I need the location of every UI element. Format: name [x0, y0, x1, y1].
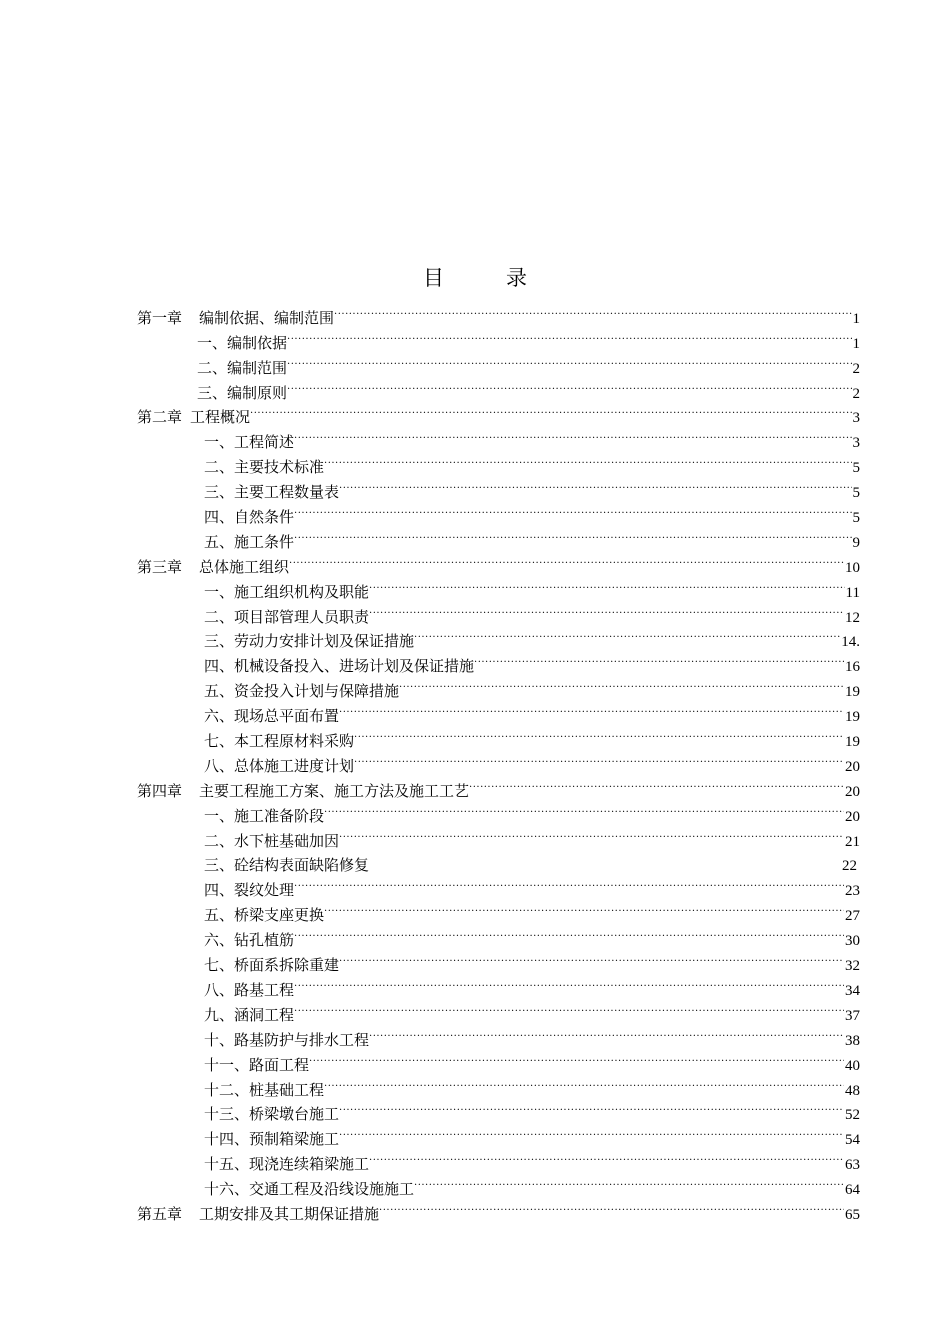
toc-entry-label: 七、桥面系拆除重建 — [204, 956, 340, 975]
toc-entry[interactable] — [137, 447, 860, 477]
toc-dot-leader — [469, 771, 844, 796]
toc-page-number: 63 — [845, 1157, 860, 1174]
toc-dot-leader — [294, 870, 844, 895]
toc-entry-label: 四、裂纹处理 — [204, 881, 295, 900]
toc-entry[interactable] — [137, 323, 860, 352]
toc-dot-leader — [369, 1020, 844, 1045]
toc-entry-label: 三、劳动力安排计划及保证措施 — [204, 632, 415, 651]
toc-entry-label: 十三、桥梁墩台施工 — [204, 1105, 340, 1124]
toc-dot-leader — [339, 1119, 844, 1144]
toc-dot-leader — [354, 721, 844, 746]
toc-entry[interactable] — [137, 1169, 860, 1199]
toc-dot-leader — [294, 920, 844, 945]
toc-dot-leader — [324, 895, 844, 920]
toc-dot-leader — [324, 1070, 844, 1095]
toc-dot-leader — [324, 447, 851, 472]
toc-entry[interactable] — [137, 995, 860, 1024]
toc-page-number: 19 — [845, 709, 860, 726]
toc-page-number: 19 — [845, 734, 860, 751]
toc-entry[interactable] — [137, 373, 860, 402]
toc-entry[interactable] — [137, 348, 860, 377]
toc-page-number: 65 — [845, 1206, 860, 1223]
toc-entry[interactable] — [137, 945, 860, 975]
toc-chapter-title: 工期安排及其工期保证措施 — [199, 1204, 380, 1223]
toc-dot-leader — [294, 497, 851, 522]
toc-page-number: 22 — [842, 858, 857, 875]
toc-title-right: 录 — [506, 266, 527, 290]
toc-page-number: 21 — [845, 833, 860, 850]
toc-entry-label: 五、桥梁支座更换 — [204, 906, 325, 925]
toc-title — [0, 262, 950, 292]
toc-chapter-number: 第四章 — [137, 781, 183, 800]
toc-dot-leader — [294, 422, 851, 447]
toc-entry[interactable] — [137, 398, 860, 427]
toc-chapter-number: 第二章 — [137, 408, 183, 427]
toc-dot-leader — [287, 323, 851, 348]
toc-page-number: 54 — [845, 1132, 860, 1149]
toc-page-number: 38 — [845, 1032, 860, 1049]
toc-entry[interactable] — [137, 846, 860, 875]
toc-page-number: 16 — [845, 659, 860, 676]
toc-page-number: 1 — [852, 310, 860, 327]
toc-entry-label: 一、编制依据 — [197, 333, 288, 352]
toc-entry-label: 六、现场总平面布置 — [204, 707, 340, 726]
toc-page-number: 32 — [845, 958, 860, 975]
toc-entry[interactable] — [137, 1020, 860, 1049]
toc-entry-label: 四、机械设备投入、进场计划及保证措施 — [204, 657, 475, 676]
toc-entry[interactable] — [137, 572, 860, 601]
toc-entry-label: 六、钻孔植筋 — [204, 931, 295, 950]
toc-entry-label: 十五、现浇连续箱梁施工 — [204, 1155, 370, 1174]
toc-entry[interactable] — [137, 771, 860, 800]
toc-chapter-title: 编制依据、编制范围 — [199, 308, 335, 327]
toc-dot-leader — [369, 1144, 844, 1169]
toc-dot-leader — [289, 547, 844, 572]
toc-entry[interactable] — [137, 547, 860, 576]
toc-page-number: 2 — [852, 385, 860, 402]
toc-entry-label: 五、资金投入计划与保障措施 — [204, 682, 400, 701]
toc-entry[interactable] — [137, 497, 860, 527]
toc-entry[interactable] — [137, 1144, 860, 1174]
toc-entry[interactable] — [137, 597, 860, 626]
toc-page-number: 27 — [845, 908, 860, 925]
toc-page-number: 1 — [852, 335, 860, 352]
toc-chapter-number: 第一章 — [137, 308, 183, 327]
toc-page-number: 5 — [852, 485, 860, 502]
toc-dot-leader — [250, 398, 851, 423]
toc-dot-leader — [309, 1045, 844, 1070]
toc-entry[interactable] — [137, 622, 860, 651]
toc-entry-label: 一、施工组织机构及职能 — [204, 582, 370, 601]
toc-dot-leader — [339, 1095, 844, 1120]
toc-entry[interactable] — [137, 422, 860, 452]
toc-entry[interactable] — [137, 696, 860, 726]
toc-page-number: 10 — [845, 559, 860, 576]
toc-entry[interactable] — [137, 298, 860, 327]
table-of-contents — [137, 298, 860, 1223]
toc-chapter-title: 总体施工组织 — [199, 557, 290, 576]
toc-entry[interactable] — [137, 646, 860, 676]
toc-dot-leader — [399, 671, 844, 696]
toc-entry-label: 一、工程简述 — [204, 433, 295, 452]
toc-entry-label: 三、砼结构表面缺陷修复 — [204, 856, 370, 875]
toc-dot-leader — [324, 796, 844, 821]
toc-dot-leader — [474, 646, 844, 671]
toc-entry[interactable] — [137, 1045, 860, 1074]
toc-entry-label: 四、自然条件 — [204, 508, 295, 527]
toc-entry[interactable] — [137, 522, 860, 551]
toc-dot-leader — [414, 1169, 844, 1194]
toc-entry-label: 一、施工准备阶段 — [204, 806, 325, 825]
toc-chapter-number: 第五章 — [137, 1204, 183, 1223]
toc-dot-leader — [339, 472, 851, 497]
toc-page-number: 40 — [845, 1057, 860, 1074]
toc-dot-leader — [369, 597, 844, 622]
toc-entry-label: 三、编制原则 — [197, 383, 288, 402]
toc-entry-label: 十六、交通工程及沿线设施施工 — [204, 1180, 415, 1199]
toc-dot-leader — [414, 622, 840, 647]
toc-dot-leader — [369, 572, 845, 597]
toc-entry-label: 二、项目部管理人员职责 — [204, 607, 370, 626]
toc-page-number: 2 — [852, 360, 860, 377]
toc-entry[interactable] — [137, 472, 860, 502]
toc-page-number: 12 — [845, 609, 860, 626]
toc-page-number: 3 — [852, 410, 860, 427]
toc-page-number: 48 — [845, 1082, 860, 1099]
toc-dot-leader — [369, 846, 841, 871]
toc-page-number: 23 — [845, 883, 860, 900]
toc-entry[interactable] — [137, 895, 860, 925]
toc-entry[interactable] — [137, 970, 860, 999]
toc-page-number: 5 — [852, 460, 860, 477]
toc-entry[interactable] — [137, 721, 860, 751]
toc-dot-leader — [339, 945, 844, 970]
toc-entry-label: 八、路基工程 — [204, 980, 295, 999]
toc-dot-leader — [339, 696, 844, 721]
toc-page-number: 34 — [845, 982, 860, 999]
toc-entry[interactable] — [137, 746, 860, 775]
toc-page-number: 3 — [852, 435, 860, 452]
toc-dot-leader — [294, 995, 844, 1020]
toc-dot-leader — [294, 522, 851, 547]
toc-page-number: 37 — [845, 1007, 860, 1024]
toc-entry[interactable] — [137, 796, 860, 825]
toc-page-number: 20 — [845, 808, 860, 825]
toc-entry[interactable] — [137, 821, 860, 850]
toc-entry[interactable] — [137, 671, 860, 701]
toc-entry-label: 三、主要工程数量表 — [204, 483, 340, 502]
toc-chapter-title: 工程概况 — [190, 408, 251, 427]
toc-chapter-number: 第三章 — [137, 557, 183, 576]
toc-entry-label: 二、编制范围 — [197, 358, 288, 377]
toc-entry[interactable] — [137, 1070, 860, 1099]
toc-page-number: 5 — [852, 510, 860, 527]
toc-page-number: 64 — [845, 1182, 860, 1199]
toc-entry-label: 二、主要技术标准 — [204, 458, 325, 477]
toc-dot-leader — [339, 821, 844, 846]
toc-page-number: 30 — [845, 933, 860, 950]
toc-page-number: 20 — [845, 758, 860, 775]
toc-entry-label: 十一、路面工程 — [204, 1055, 310, 1074]
toc-page-number: 52 — [845, 1107, 860, 1124]
toc-page-number: 19 — [845, 684, 860, 701]
toc-title-left: 目 — [423, 266, 444, 290]
toc-page-number: 20 — [845, 783, 860, 800]
toc-entry[interactable] — [137, 1095, 860, 1124]
toc-entry[interactable] — [137, 920, 860, 950]
toc-entry-label — [137, 1202, 379, 1227]
toc-entry-label: 八、总体施工进度计划 — [204, 756, 355, 775]
toc-page-number: 11 — [845, 584, 860, 601]
toc-entry-label: 九、涵洞工程 — [204, 1005, 295, 1024]
toc-entry-label: 二、水下桩基础加因 — [204, 831, 340, 850]
toc-dot-leader — [379, 1194, 844, 1219]
toc-entry[interactable] — [137, 870, 860, 900]
toc-dot-leader — [287, 373, 851, 398]
toc-dot-leader — [294, 970, 844, 995]
toc-dot-leader — [334, 298, 851, 323]
toc-entry-label: 十、路基防护与排水工程 — [204, 1030, 370, 1049]
toc-page-number: 14. — [841, 634, 860, 651]
toc-dot-leader — [287, 348, 851, 373]
toc-entry-label: 十二、桩基础工程 — [204, 1080, 325, 1099]
toc-chapter-title: 主要工程施工方案、施工方法及施工工艺 — [199, 781, 470, 800]
toc-entry-label: 五、施工条件 — [204, 532, 295, 551]
toc-dot-leader — [354, 746, 844, 771]
toc-entry-label: 十四、预制箱梁施工 — [204, 1130, 340, 1149]
toc-entry[interactable] — [137, 1194, 860, 1223]
toc-entry[interactable] — [137, 1119, 860, 1149]
toc-entry-label: 七、本工程原材料采购 — [204, 732, 355, 751]
toc-page-number: 9 — [852, 534, 860, 551]
